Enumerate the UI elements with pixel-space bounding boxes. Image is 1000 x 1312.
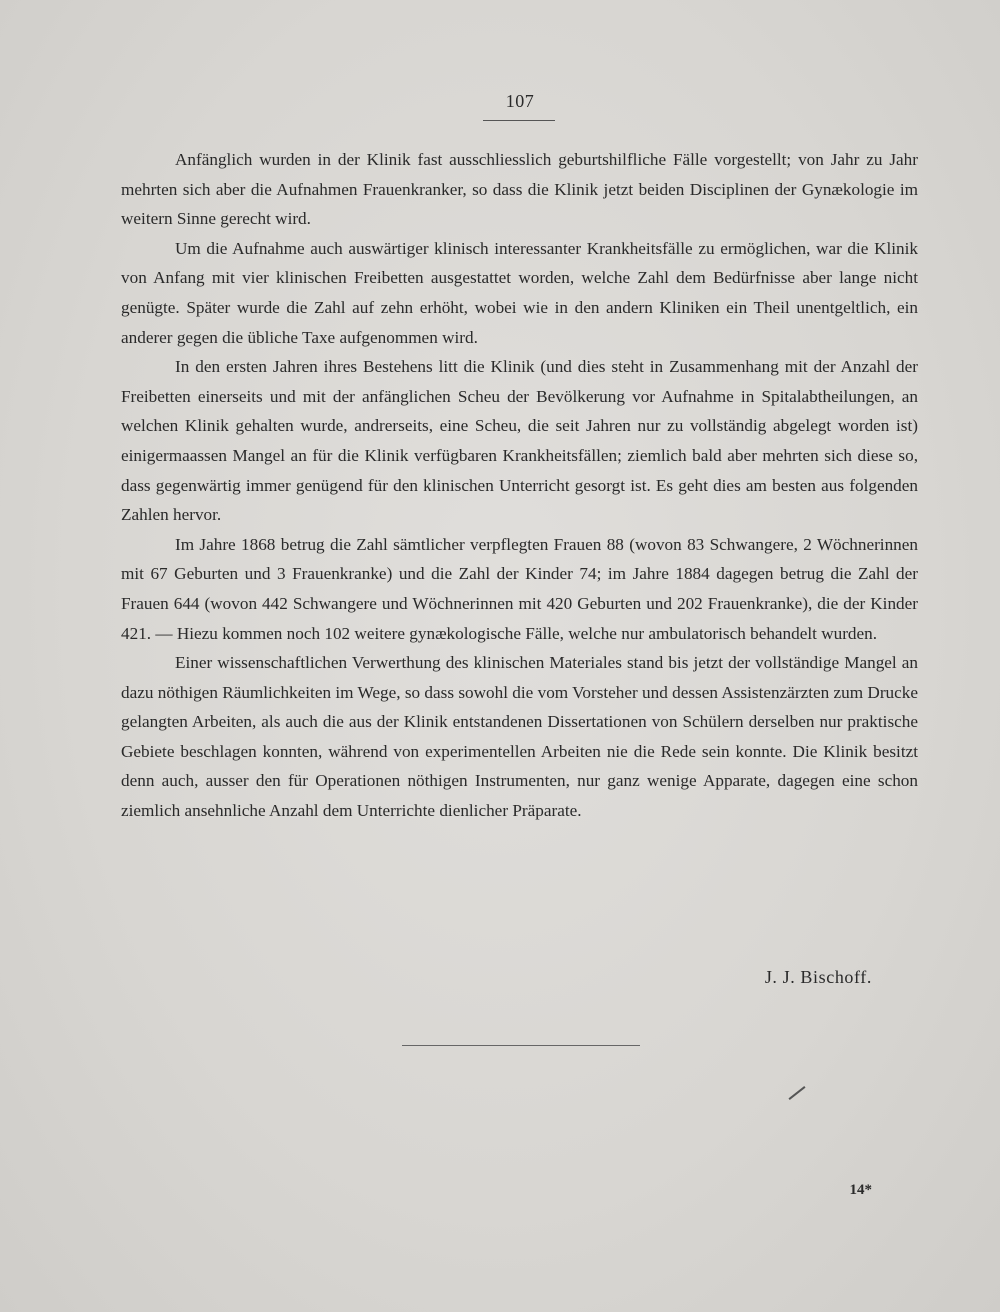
paragraph-1: Anfänglich wurden in der Klinik fast ausschliesslich geburtshilfliche Fälle vorgestellt; von Jahr zu Jahr mehrten sich aber die Aufnahmen Frauenkranker, so dass die Klinik jetzt beiden Disciplinen der Gynækologie im weitern Sinne gerecht wird. — [121, 150, 918, 229]
body-text — [121, 145, 918, 826]
paragraph-3: In den ersten Jahren ihres Bestehens litt die Klinik (und dies steht in Zusammenhang mit der Anzahl der Freibetten einerseits und mit der anfänglichen Scheu der Bevölkerung vor Aufnahme in Spitalabtheilungen, an welchen Klinik gehalten wurde, andrerseits, eine Scheu, die seit Jahren nur zu vollständig abgelegt worden ist) einigermaassen Mangel an für die Klinik verfügbaren Krankheitsfällen; ziemlich bald aber mehrten sich diese so, dass gegenwärtig immer genügend für den klinischen Unterricht gesorgt ist. Es geht dies am besten aus folgenden Zahlen hervor. — [121, 357, 918, 525]
page-number: 107 — [505, 91, 535, 111]
paragraph-4: Im Jahre 1868 betrug die Zahl sämtlicher verpflegten Frauen 88 (wovon 83 Schwangere, 2 Wöchnerinnen mit 67 Geburten und 3 Frauenkranke) und die Zahl der Kinder 74; im Jahre 1884 dagegen betrug die Zahl der Frauen 644 (wovon 442 Schwangere und Wöchnerinnen mit 420 Geburten und 202 Frauenkranke), die der Kinder 421. — Hiezu kommen noch 102 weitere gynækologische Fälle, welche nur ambulatorisch behandelt wurden. — [121, 534, 918, 643]
author-signature: J. J. Bischoff. — [764, 967, 872, 987]
paragraph-5: Einer wissenschaftlichen Verwerthung des klinischen Materiales stand bis jetzt der vollständige Mangel an dazu nöthigen Räumlichkeiten im Wege, so dass sowohl die vom Vorsteher und dessen Assistenzärzten zum Drucke gelangten Arbeiten, als auch die aus der Klinik entstandenen Dissertationen von Schülern derselben nur praktische Gebiete beschlagen konnten, während von experimentellen Arbeiten nie die Rede sein konnte. Die Klinik besitzt denn auch, ausser den für Operationen nöthigen Instrumenten, nur ganz wenige Apparate, dagegen eine schon ziemlich ansehnliche Anzahl dem Unterrichte dienlicher Präparate. — [121, 653, 918, 821]
page-number-rule — [483, 120, 555, 121]
closing-rule — [402, 1045, 640, 1046]
signature-mark: 14* — [849, 1182, 872, 1198]
paragraph-2: Um die Aufnahme auch auswärtiger klinisch interessanter Krankheitsfälle zu ermöglichen, war die Klinik von Anfang mit vier klinischen Freibetten ausgestattet worden, welche Zahl dem Bedürfnisse aber lange nicht genügte. Später wurde die Zahl auf zehn erhöht, wobei wie in den andern Kliniken ein Theil unentgeltlich, ein anderer gegen die übliche Taxe aufgenommen wird. — [121, 238, 918, 347]
stray-pen-mark — [789, 1086, 806, 1100]
